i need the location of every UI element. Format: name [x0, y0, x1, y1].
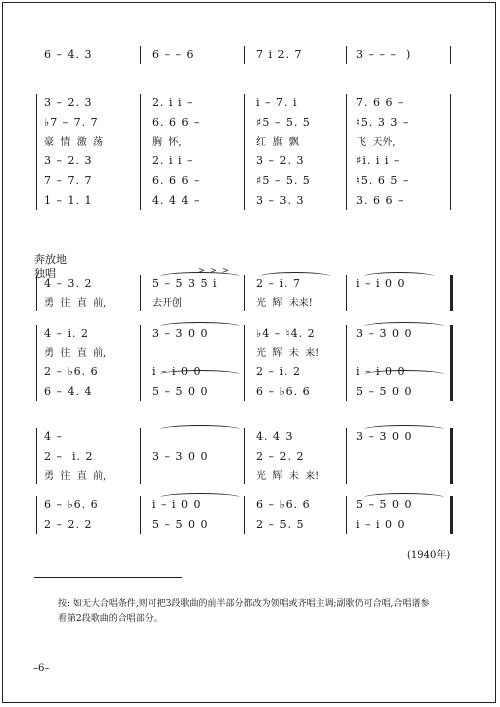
- note-cell: 3 – 3 0 0: [152, 450, 209, 463]
- lyric-cell: 红 旗 飘: [256, 137, 299, 148]
- system-bracket: [36, 428, 37, 484]
- system-2-row-1: [0, 116, 500, 130]
- note-cell: 2 – 5. 5: [256, 518, 305, 531]
- lyric-cell: 飞 天外,: [356, 137, 396, 148]
- bar-line: [450, 428, 453, 484]
- lyric-cell: 光 辉 未来!: [256, 298, 313, 309]
- system-4-row-1: [0, 347, 500, 361]
- footnote-line-2: 看第2段歌曲的合唱部分。: [58, 614, 163, 624]
- slur: [160, 322, 240, 331]
- note-cell: 6 – 4. 4: [44, 385, 93, 398]
- lyric-cell: 勇 往 直 前,: [44, 348, 107, 359]
- note-cell: 2 – 2. 2: [256, 450, 305, 463]
- system-5-row-1: [0, 450, 500, 464]
- bar-line: [140, 275, 141, 311]
- bar-line: [346, 428, 347, 484]
- bar-line: [450, 325, 453, 401]
- bar-line: [244, 496, 245, 534]
- slur: [160, 370, 240, 379]
- page-number: –6–: [33, 663, 50, 674]
- bar-line: [450, 94, 451, 210]
- footnote-line-1: 按: 如无大合唱条件,则可把3段歌曲的前半部分都改为领唱或齐唱主调;副歌仍可合唱,合唱谱参: [58, 599, 430, 609]
- bar-line: [140, 325, 141, 401]
- note-cell: 4 – i. 2: [44, 327, 90, 340]
- note-cell: 6. 6 6 –: [152, 174, 201, 187]
- note-cell: ♯5 – 5. 5: [256, 174, 311, 187]
- lyric-cell: 豪 情 激 荡: [44, 137, 104, 148]
- note-cell: 6. 6 6 –: [152, 116, 201, 129]
- note-cell: 3. 6 6 –: [356, 194, 405, 207]
- note-cell: 2 – i. 2: [44, 450, 94, 463]
- system-5-row-2: [0, 470, 500, 484]
- note-cell: ♭4 – ♮4. 2: [256, 327, 316, 340]
- note-cell: 5 – 5 3 5 i: [152, 277, 218, 290]
- system-6-row-1: [0, 518, 500, 532]
- note-cell: 3 – 3 0 0: [356, 430, 413, 443]
- lyric-cell: 光 辉 未 来!: [256, 348, 320, 359]
- slur: [364, 370, 444, 379]
- note-cell: 3 – 2. 3: [44, 96, 93, 109]
- system-2-row-4: [0, 174, 500, 188]
- note-cell: 2. i i –: [152, 96, 194, 109]
- note-cell: 4 –: [44, 430, 63, 443]
- footnote-rule: [34, 577, 182, 578]
- system-2-row-2: [0, 136, 500, 150]
- bar-line: [346, 275, 347, 311]
- note-cell: 6 – ♭6. 6: [256, 498, 311, 511]
- accent-mark: >: [198, 266, 205, 275]
- note-cell: i – 7. i: [256, 96, 298, 109]
- note-cell: ♯5 – 5. 5: [256, 116, 311, 129]
- note-cell: 3 – 2. 3: [44, 154, 93, 167]
- system-bracket: [36, 496, 37, 534]
- year-note: (1940年): [407, 550, 451, 561]
- note-cell: ♮5. 6 5 –: [356, 174, 410, 187]
- note-cell: 6 – – 6: [152, 48, 195, 61]
- tempo-marking: 奔放地: [34, 253, 67, 266]
- note-cell: ♯i. i i –: [356, 154, 401, 167]
- bar-line: [244, 428, 245, 484]
- note-cell: 7 i 2. 7: [256, 48, 303, 61]
- bar-line: [346, 325, 347, 401]
- note-cell: 2 – i. 2: [256, 365, 302, 378]
- system-bracket: [36, 94, 37, 210]
- bar-line: [346, 46, 347, 64]
- system-3-row-1: [0, 297, 500, 311]
- slur: [364, 425, 444, 434]
- note-cell: 6 – ♭6. 6: [256, 385, 311, 398]
- note-cell: i – i 0 0: [152, 498, 202, 511]
- note-cell: 4. 4 4 –: [152, 194, 201, 207]
- slur: [364, 493, 444, 502]
- note-cell: ♭7 – 7. 7: [44, 116, 99, 129]
- footnote: [58, 597, 468, 627]
- lyric-cell: 去开创: [152, 298, 182, 309]
- note-cell: 1 – 1. 1: [44, 194, 93, 207]
- accent-mark: >: [210, 266, 217, 275]
- bar-line: [346, 94, 347, 210]
- accent-mark: >: [222, 266, 229, 275]
- note-cell: 4. 4 3: [256, 430, 294, 443]
- note-cell: 2 – ♭6. 6: [44, 365, 99, 378]
- note-cell: 5 – 5 0 0: [152, 518, 209, 531]
- bar-line: [450, 275, 453, 311]
- note-cell: i – i 0 0: [152, 365, 202, 378]
- slur: [160, 425, 240, 434]
- note-cell: 3 – 3 0 0: [152, 327, 209, 340]
- note-cell: 6 – 4. 3: [44, 48, 93, 61]
- bar-line: [244, 275, 245, 311]
- note-cell: 3 – 3 0 0: [356, 327, 413, 340]
- system-bracket: [36, 325, 37, 401]
- bar-line: [140, 94, 141, 210]
- note-cell: i – i 0 0: [356, 277, 406, 290]
- note-cell: 4 – 3. 2: [44, 277, 93, 290]
- system-2-row-3: [0, 154, 500, 168]
- note-cell: 5 – 5 0 0: [356, 498, 413, 511]
- bar-line: [244, 94, 245, 210]
- note-cell: i – i 0 0: [356, 518, 406, 531]
- solo-marking: 独唱: [34, 267, 56, 280]
- note-cell: i – i 0 0: [356, 365, 406, 378]
- system-4-row-3: [0, 385, 500, 399]
- lyric-cell: 勇 往 直 前,: [44, 298, 107, 309]
- bar-line: [140, 46, 141, 64]
- bar-line: [450, 496, 453, 534]
- bar-line: [140, 428, 141, 484]
- note-cell: 5 – 5 0 0: [152, 385, 209, 398]
- note-cell: 3 – 2. 3: [256, 154, 305, 167]
- note-cell: 5 – 5 0 0: [356, 385, 413, 398]
- bar-line: [346, 496, 347, 534]
- system-1-row-0: [0, 48, 500, 62]
- slur: [160, 493, 240, 502]
- note-cell: 2. i i –: [152, 154, 194, 167]
- system-2-row-5: [0, 194, 500, 208]
- slur: [364, 322, 444, 331]
- slur: [364, 272, 434, 281]
- lyric-cell: 勇 往 直 前,: [44, 471, 107, 482]
- note-cell: 3 – – – ): [356, 48, 412, 61]
- bar-line: [244, 325, 245, 401]
- bar-line: [450, 46, 451, 64]
- note-cell: 7 – 7. 7: [44, 174, 93, 187]
- bar-line: [140, 496, 141, 534]
- note-cell: 7. 6 6 –: [356, 96, 405, 109]
- lyric-cell: 胸 怀,: [152, 137, 182, 148]
- note-cell: 2 – i. 7: [256, 277, 302, 290]
- note-cell: 6 – ♭6. 6: [44, 498, 99, 511]
- slur: [260, 272, 330, 281]
- note-cell: ♮5. 3 3 –: [356, 116, 410, 129]
- system-2-row-0: [0, 96, 500, 110]
- lyric-cell: 光 辉 未 来!: [256, 471, 320, 482]
- note-cell: 3 – 3. 3: [256, 194, 305, 207]
- bar-line: [244, 46, 245, 64]
- note-cell: 2 – 2. 2: [44, 518, 93, 531]
